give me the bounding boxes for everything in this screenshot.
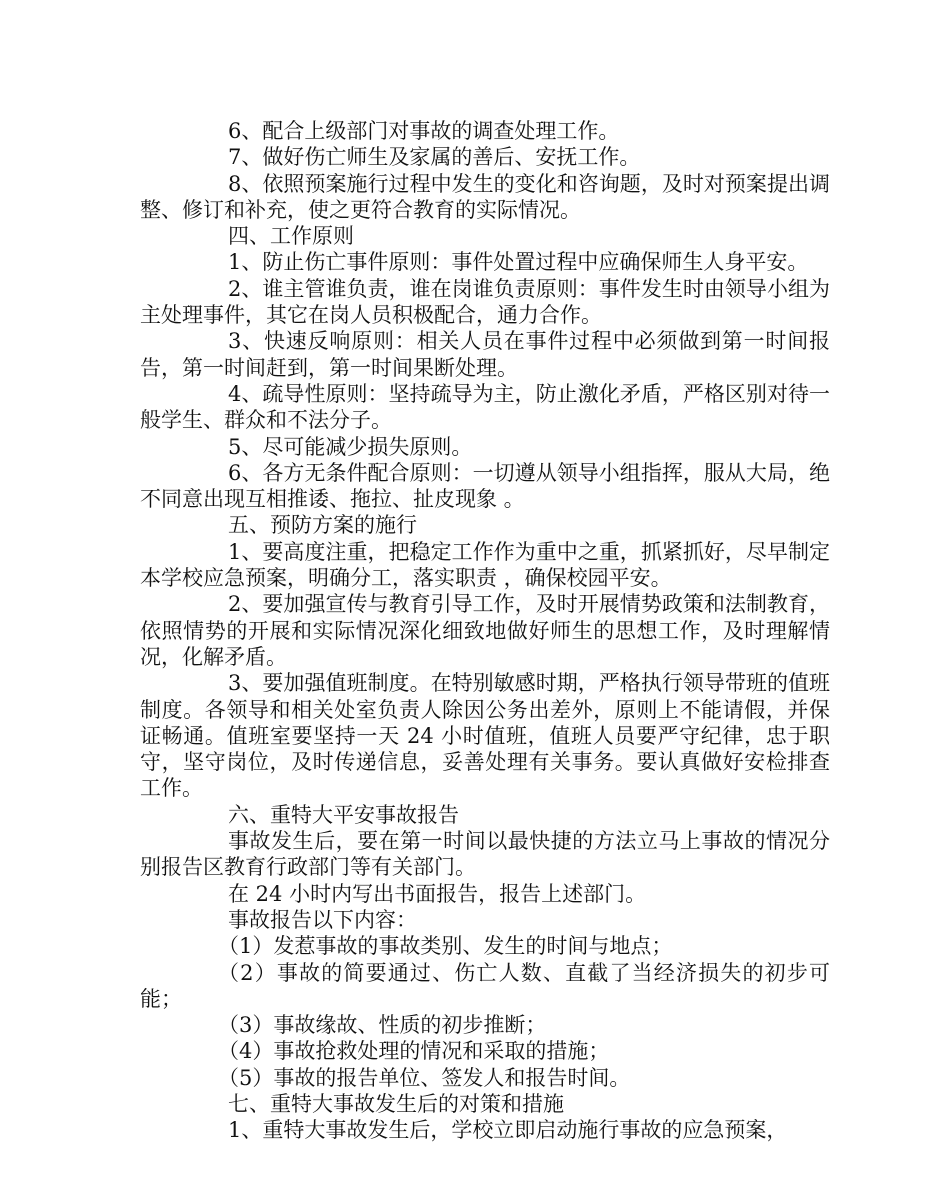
section-heading: 六、重特大平安事故报告	[228, 802, 459, 827]
paragraph: 3、要加强值班制度。在特别敏感时期，严格执行领导带班的值班制度。各领导和相关处室负责人除因公务出差外，原则上不能请假，并保证畅通。值班室要坚持一天 24 小时值班，值班人员要严守纪律，忠于职守，坚守岗位，及时传递信息，妥善处理有关事务。要认真做好安检排查工作。	[140, 671, 830, 801]
paragraph: 1、要高度注重，把稳定工作作为重中之重，抓紧抓好，尽早制定本学校应急预案，明确分工，落实职责 ，确保校园平安。	[140, 539, 830, 591]
paragraph: 事故报告以下内容：	[228, 907, 417, 932]
paragraph: 1、防止伤亡事件原则：事件处置过程中应确保师生人身平安。	[228, 250, 809, 275]
paragraph: 事故发生后，要在第一时间以最快捷的方法立马上事故的情况分别报告区教育行政部门等有关部门。	[140, 829, 830, 880]
section-heading: 七、重特大事故发生后的对策和措施	[228, 1091, 564, 1116]
list-item: （2）事故的简要通过、伤亡人数、直截了当经济损失的初步可能；	[140, 960, 830, 1011]
paragraph: 4、疏导性原则：坚持疏导为主，防止激化矛盾，严格区别对待一般学生、群众和不法分子。	[140, 381, 830, 433]
section-heading: 五、预防方案的施行	[228, 513, 417, 538]
list-item: （4）事故抢救处理的情况和采取的措施；	[218, 1039, 610, 1064]
paragraph: 2、要加强宣传与教育引导工作，及时开展情势政策和法制教育，依照情势的开展和实际情况深化细致地做好师生的思想工作，及时理解情况，化解矛盾。	[140, 592, 830, 669]
paragraph: 在 24 小时内写出书面报告，报告上述部门。	[228, 881, 647, 906]
list-item: （3）事故缘故、性质的初步推断；	[218, 1013, 547, 1038]
list-item: （1）发惹事故的事故类别、发生的时间与地点；	[218, 934, 673, 959]
paragraph: 7、做好伤亡师生及家属的善后、安抚工作。	[228, 145, 641, 170]
paragraph: 2、谁主管谁负责，谁在岗谁负责原则：事件发生时由领导小组为主处理事件，其它在岗人员积极配合，通力合作。	[140, 276, 830, 328]
paragraph: 6、各方无条件配合原则：一切遵从领导小组指挥，服从大局，绝不同意出现互相推诿、拖拉、扯皮现象 。	[140, 460, 830, 512]
document-body	[140, 118, 830, 1144]
paragraph: 8、依照预案施行过程中发生的变化和咨询题，及时对预案提出调整、修订和补充，使之更符合教育的实际情况。	[140, 171, 830, 222]
paragraph: 1、重特大事故发生后，学校立即启动施行事故的应急预案，	[228, 1118, 788, 1143]
list-item: （5）事故的报告单位、签发人和报告时间。	[218, 1065, 631, 1090]
section-heading: 四、工作原则	[228, 224, 354, 249]
paragraph: 6、配合上级部门对事故的调查处理工作。	[228, 119, 620, 143]
paragraph: 5、尽可能减少损失原则。	[228, 434, 473, 459]
paragraph: 3、快速反响原则：相关人员在事件过程中必须做到第一时间报告，第一时间赶到，第一时间果断处理。	[140, 329, 830, 380]
